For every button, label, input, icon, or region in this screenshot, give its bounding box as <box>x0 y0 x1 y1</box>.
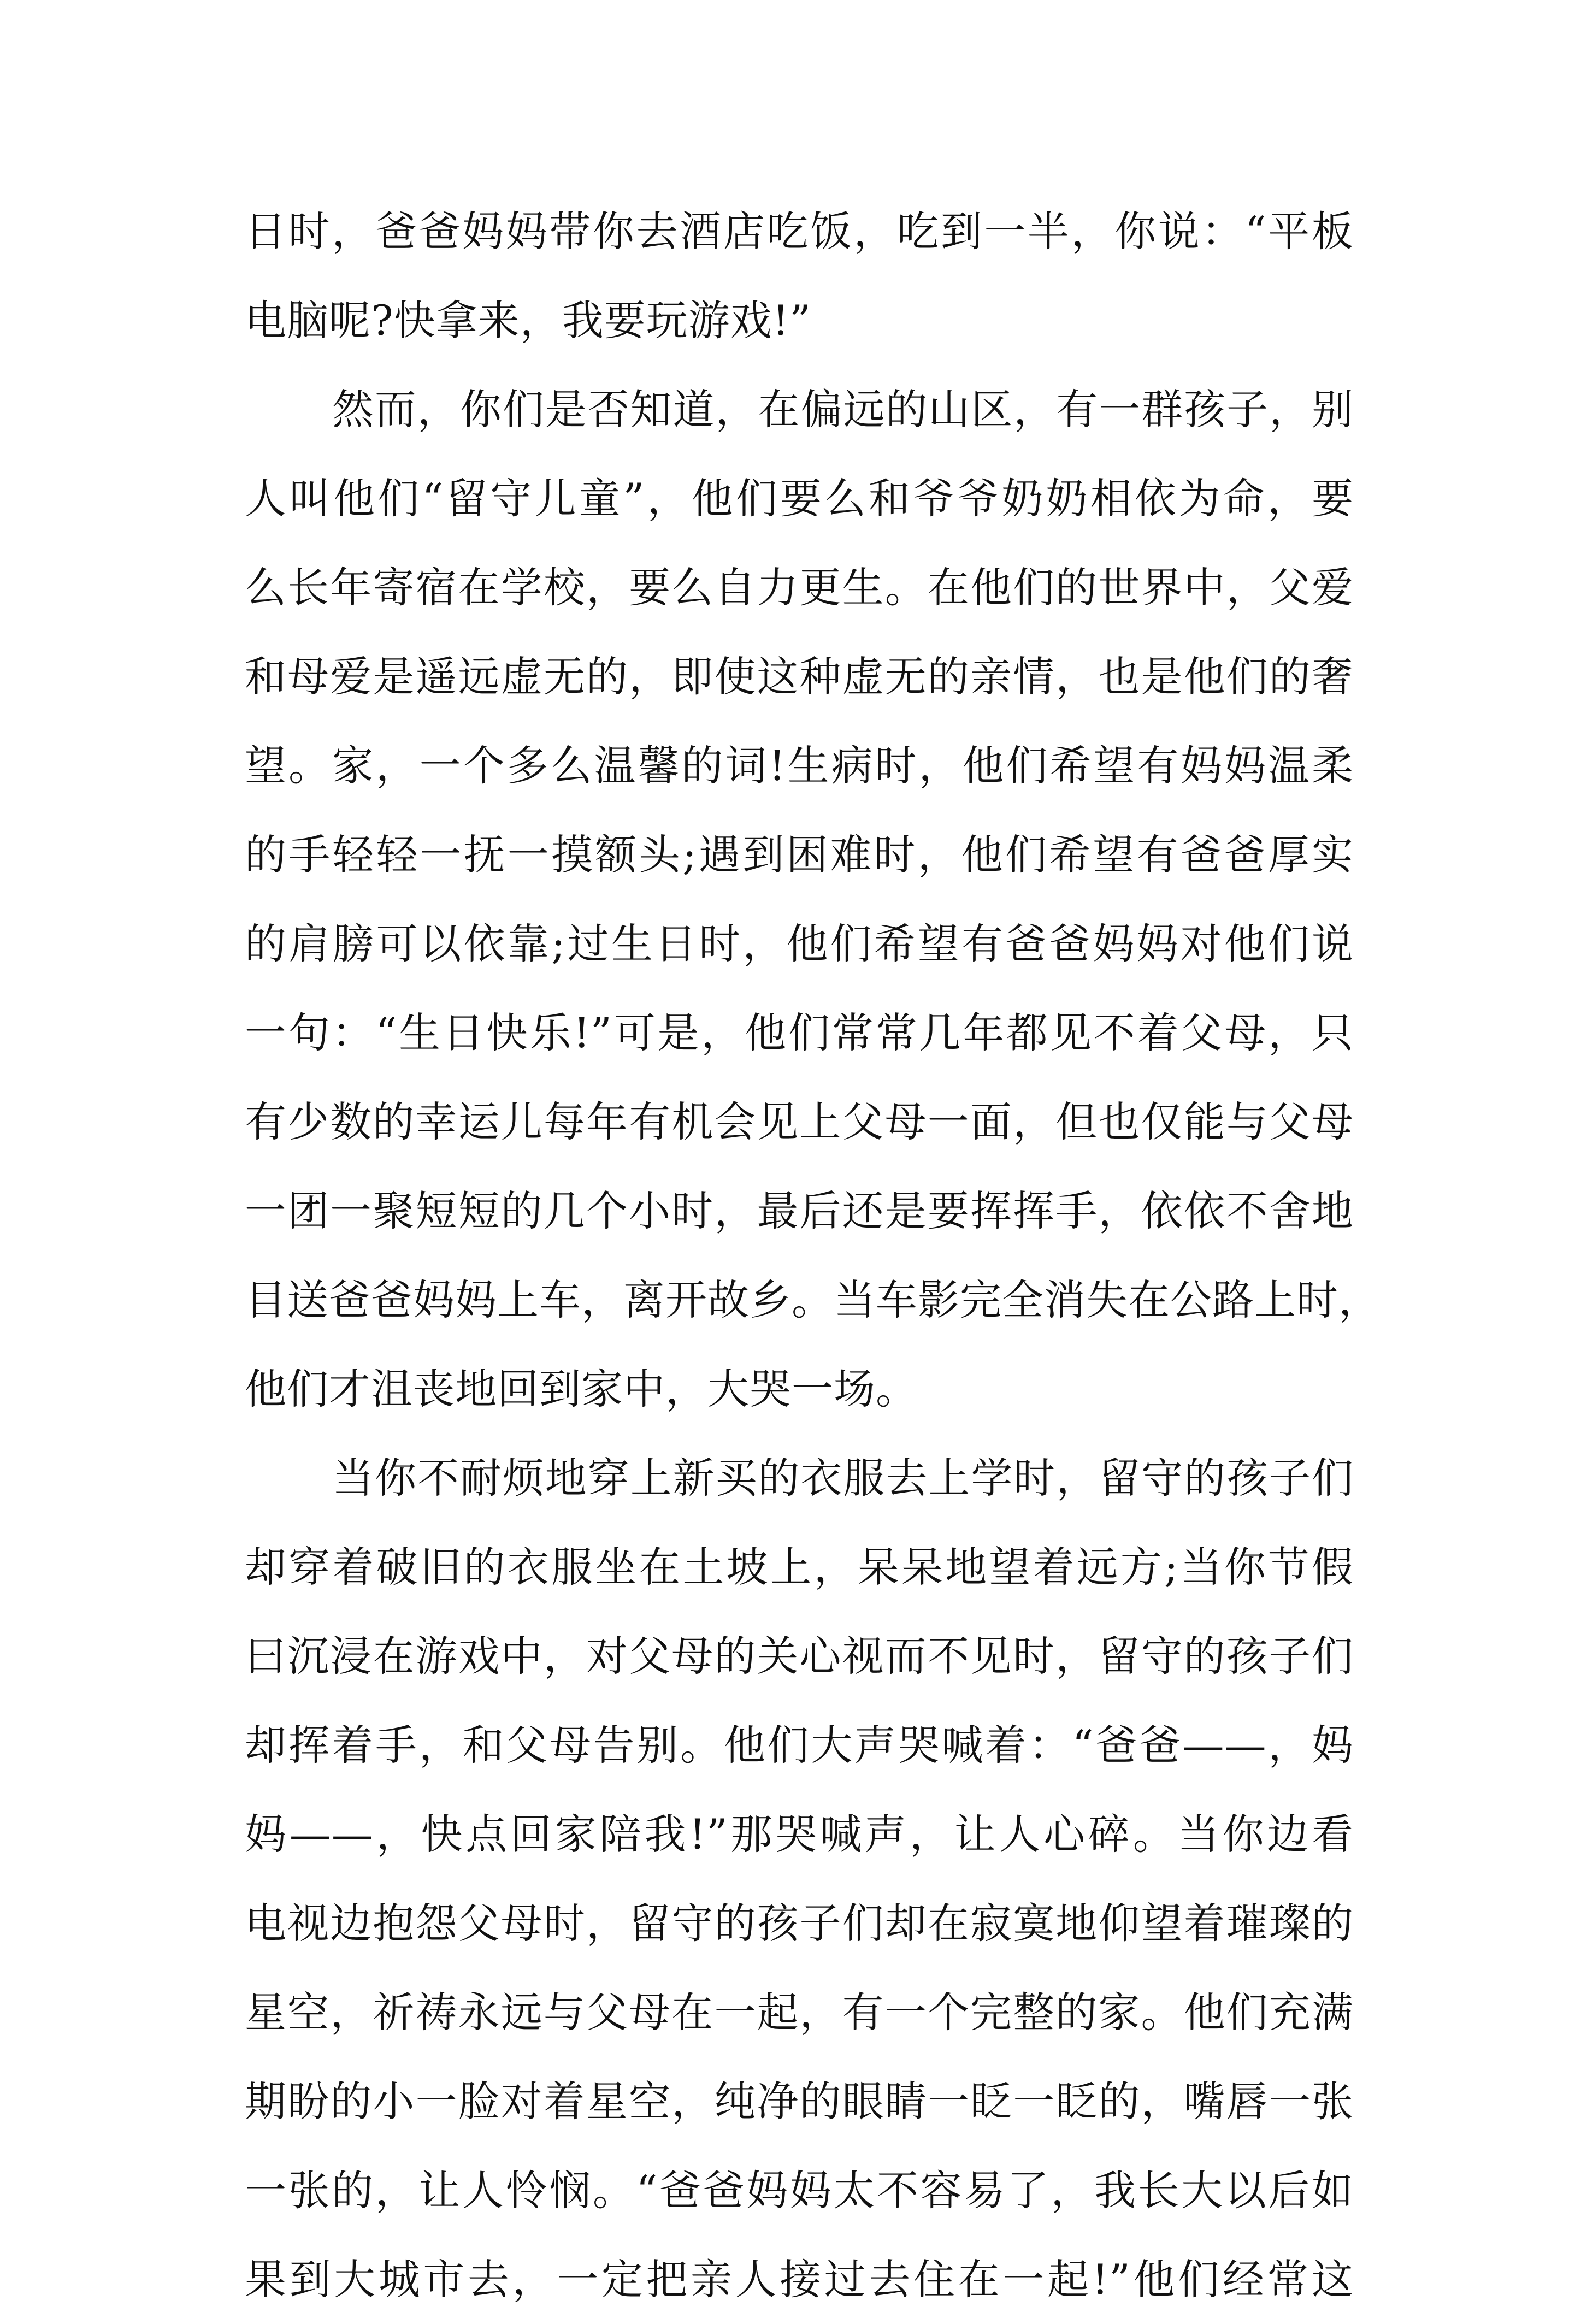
text-line: 望。家，一个多么温馨的词!生病时，他们希望有妈妈温柔 <box>245 741 1354 790</box>
text-line: 人叫他们“留守儿童”，他们要么和爷爷奶奶相依为命，要 <box>245 474 1354 523</box>
text-line: 么长年寄宿在学校，要么自力更生。在他们的世界中，父爱 <box>245 563 1354 612</box>
body-text <box>245 187 1381 2324</box>
text-line: 目送爸爸妈妈上车，离开故乡。当车影完全消失在公路上时， <box>245 1276 1381 1324</box>
text-line: 的手轻轻一抚一摸额头;遇到困难时，他们希望有爸爸厚实 <box>245 830 1354 879</box>
paragraph-first-line: 然而，你们是否知道，在偏远的山区，有一群孩子，别 <box>332 385 1354 434</box>
text-line: 一张的，让人怜悯。“爸爸妈妈太不容易了，我长大以后如 <box>245 2166 1354 2215</box>
text-line: 电脑呢?快拿来，我要玩游戏!” <box>245 296 812 345</box>
text-line: 有少数的幸运儿每年有机会见上父母一面，但也仅能与父母 <box>245 1098 1354 1146</box>
text-line: 却穿着破旧的衣服坐在土坡上，呆呆地望着远方;当你节假 <box>245 1543 1354 1591</box>
text-line: 的肩膀可以依靠;过生日时，他们希望有爸爸妈妈对他们说 <box>245 919 1354 968</box>
text-line: 却挥着手，和父母告别。他们大声哭喊着：“爸爸——，妈 <box>245 1721 1354 1769</box>
text-line: 一句：“生日快乐!”可是，他们常常几年都见不着父母，只 <box>245 1008 1354 1057</box>
text-line: 日时，爸爸妈妈带你去酒店吃饭，吃到一半，你说：“平板 <box>245 207 1354 256</box>
text-line: 果到大城市去，一定把亲人接过去住在一起!”他们经常这 <box>245 2255 1354 2304</box>
text-line: 电视边抱怨父母时，留守的孩子们却在寂寞地仰望着璀璨的 <box>245 1899 1354 1948</box>
text-line: 星空，祈祷永远与父母在一起，有一个完整的家。他们充满 <box>245 1988 1354 2037</box>
text-line: 期盼的小一脸对着星空，纯净的眼睛一眨一眨的，嘴唇一张 <box>245 2077 1354 2126</box>
text-line: 和母爱是遥远虚无的，即使这种虚无的亲情，也是他们的奢 <box>245 652 1354 701</box>
text-line: 曰沉浸在游戏中，对父母的关心视而不见时，留守的孩子们 <box>245 1632 1354 1680</box>
text-line: 他们才沮丧地回到家中，大哭一场。 <box>245 1365 918 1413</box>
text-line: 妈——，快点回家陪我!”那哭喊声，让人心碎。当你边看 <box>245 1810 1354 1859</box>
paragraph-first-line: 当你不耐烦地穿上新买的衣服去上学时，留守的孩子们 <box>332 1454 1354 1502</box>
text-line: 一团一聚短短的几个小时，最后还是要挥挥手，依依不舍地 <box>245 1187 1354 1235</box>
